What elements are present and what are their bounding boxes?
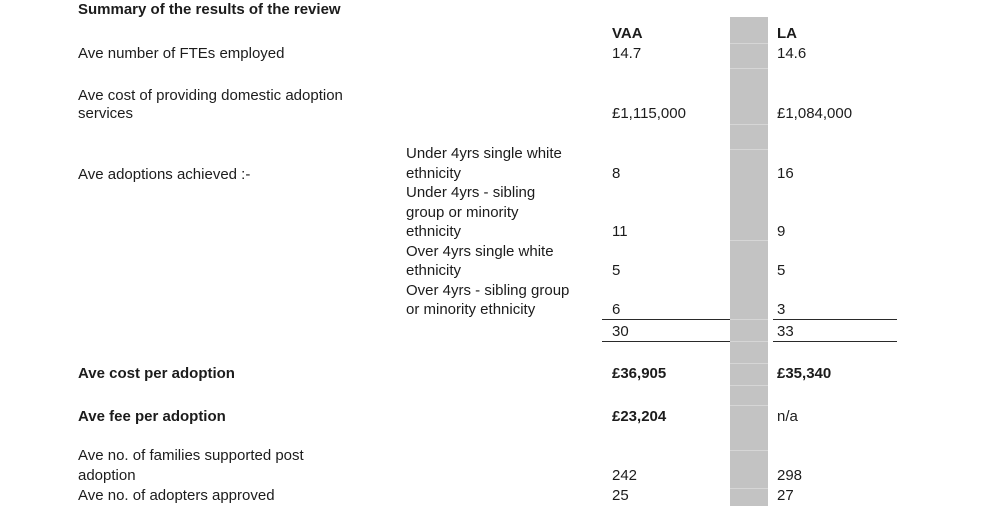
row-label-ftes: Ave number of FTEs employed <box>78 45 285 62</box>
row-label-adopters-approved: Ave no. of adopters approved <box>78 487 275 504</box>
strip-row-divider <box>730 363 768 364</box>
strip-row-divider <box>730 149 768 150</box>
category-line: ethnicity <box>406 164 462 182</box>
category-line: Over 4yrs - sibling group <box>406 281 570 299</box>
strip-row-divider <box>730 405 768 406</box>
strip-row-divider <box>730 488 768 489</box>
column-header-vaa: VAA <box>612 25 643 42</box>
category-line: ethnicity <box>406 262 462 279</box>
value-adopters-approved-la: 27 <box>777 487 794 504</box>
category-line: Under 4yrs - sibling <box>406 184 536 201</box>
column-separator-strip <box>730 17 768 506</box>
strip-row-divider <box>730 385 768 386</box>
strip-row-divider <box>730 319 768 320</box>
value-cost-per-adoption-la: £35,340 <box>777 365 832 382</box>
category-line: group or minority <box>406 203 519 221</box>
category-line: Under 4yrs single white <box>406 145 562 162</box>
value-under4-white-vaa: 8 <box>612 165 621 182</box>
category-line: ethnicity <box>406 223 462 240</box>
row-label-families-supported-line1: Ave no. of families supported post <box>78 447 304 464</box>
sum-rule-bottom-vaa <box>602 341 730 342</box>
sum-rule-bottom-la <box>773 341 897 342</box>
value-over4-sibling-la: 3 <box>777 301 786 318</box>
value-under4-sibling-la: 9 <box>777 223 786 240</box>
value-adopters-approved-vaa: 25 <box>612 487 629 504</box>
value-families-supported-la: 298 <box>777 467 803 484</box>
row-label-cost-per-adoption: Ave cost per adoption <box>78 365 235 382</box>
row-label-fee-per-adoption: Ave fee per adoption <box>78 408 226 425</box>
value-domestic-cost-la: £1,084,000 <box>777 105 853 122</box>
value-fee-per-adoption-la: n/a <box>777 408 798 425</box>
value-families-supported-vaa: 242 <box>612 467 638 484</box>
value-over4-white-la: 5 <box>777 262 786 279</box>
value-cost-per-adoption-vaa: £36,905 <box>612 365 667 382</box>
value-under4-white-la: 16 <box>777 165 794 182</box>
strip-row-divider <box>730 124 768 125</box>
row-label-families-supported-line2: adoption <box>78 467 136 484</box>
strip-row-divider <box>730 68 768 69</box>
strip-row-divider <box>730 240 768 241</box>
adoption-category-labels <box>406 144 569 320</box>
value-ftes-vaa: 14.7 <box>612 45 642 62</box>
value-ftes-la: 14.6 <box>777 45 807 62</box>
value-over4-sibling-vaa: 6 <box>612 301 621 318</box>
value-domestic-cost-vaa: £1,115,000 <box>612 105 686 122</box>
sum-rule-top-vaa <box>602 319 730 320</box>
value-under4-sibling-vaa: 11 <box>612 223 628 240</box>
row-label-domestic-cost-line1: Ave cost of providing domestic adoption <box>78 87 343 104</box>
strip-row-divider <box>730 341 768 342</box>
value-fee-per-adoption-vaa: £23,204 <box>612 408 667 425</box>
row-label-adoptions: Ave adoptions achieved :- <box>78 166 251 183</box>
category-line: or minority ethnicity <box>406 301 536 318</box>
strip-row-divider <box>730 43 768 44</box>
page-title: Summary of the results of the review <box>78 1 341 18</box>
category-line: Over 4yrs single white <box>406 242 554 260</box>
row-label-domestic-cost-line2: services <box>78 105 134 122</box>
sum-rule-top-la <box>773 319 897 320</box>
value-adoptions-total-la: 33 <box>777 323 794 340</box>
column-header-la: LA <box>777 25 797 42</box>
value-adoptions-total-vaa: 30 <box>612 323 629 340</box>
strip-row-divider <box>730 450 768 451</box>
value-over4-white-vaa: 5 <box>612 262 621 279</box>
